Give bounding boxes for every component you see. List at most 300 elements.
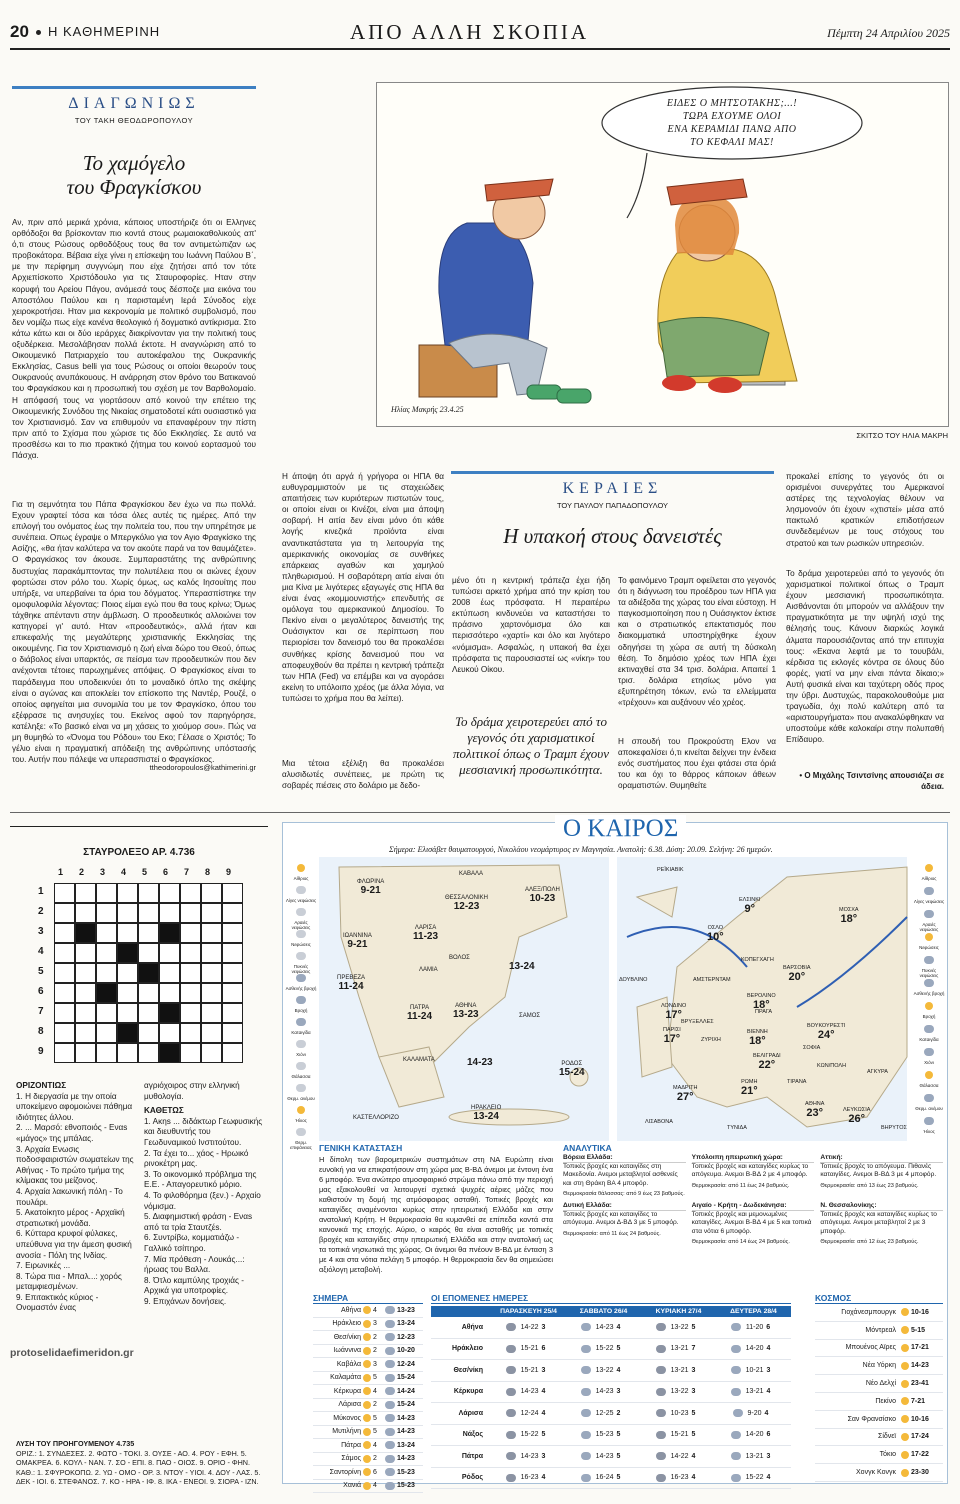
today-temp: 13-24 [397,1320,415,1328]
next-temp: 16-23 [520,1474,539,1482]
city-temp: 26° [848,1113,866,1125]
crossword-cell[interactable] [201,983,222,1003]
next-wind: 3 [541,1452,546,1460]
crossword-cell[interactable] [201,903,222,923]
crossword-cell[interactable] [159,1023,180,1043]
next-day-cell [637,1431,712,1439]
region-sea: Θερμοκρασία: από 13 έως 23 βαθμούς. [820,1182,919,1189]
city-name: ΟΣΛΟ [707,925,724,931]
legend-icon [924,1048,934,1056]
legend-icon [924,1117,934,1125]
next-wind: 4 [616,1323,621,1331]
legend-icon [296,996,306,1004]
crossword-cell[interactable] [75,1043,96,1063]
weather-icon [656,1409,666,1417]
weather-icon [385,1374,395,1382]
city-name: ΛΕΥΚΩΣΙΑ [843,1107,871,1113]
legend-item [913,1087,945,1111]
crossword-cell[interactable] [180,943,201,963]
author-email: ttheodoropoulos@kathimerini.gr [149,763,256,772]
next-wind: 3 [691,1366,696,1374]
crossword-cell[interactable] [96,1003,117,1023]
legend-label: Βροχή [294,1008,308,1013]
crossword-cell[interactable] [180,903,201,923]
crossword-cell[interactable] [222,1003,243,1023]
region-text: Τοπικές βροχές και καταιγίδες στη Μακεδονία. Ανεμοι μεταβλητοί ασθενείς και στη Θράκη ΒΑ 4 μποφόρ. [563,1163,678,1187]
crossword-cell[interactable] [138,943,159,963]
world-row [815,1446,943,1464]
crossword-cell[interactable] [117,923,138,943]
crossword-cell[interactable] [222,943,243,963]
crossword-cell[interactable] [222,963,243,983]
crossword-cell[interactable] [96,963,117,983]
vertical-clue: 5. Διαφημιστική φράση - Εναs από τα τρία Σταυτζέs. [144,1212,253,1232]
world-row [815,1429,943,1447]
europe-city [787,1079,806,1085]
europe-city [741,1079,758,1097]
city-name: ΦΛΩΡΙΝΑ [357,879,385,885]
weather-icon [581,1388,591,1396]
region-forecast [563,1154,686,1198]
next-wind: 4 [766,1345,771,1353]
today-temp: 15-23 [397,1482,415,1490]
world-city: Νέο Δελχί [865,1380,896,1388]
next-temp: 11-20 [745,1323,764,1331]
crossword-cell[interactable] [201,923,222,943]
next-temp: 13-21 [745,1388,764,1396]
today-rows [313,1304,423,1493]
legend-label: Θερμ. επιφάνειας [290,1140,312,1150]
city-name: ΒΙΕΝΝΗ [747,1029,768,1035]
weather-icon [581,1431,591,1439]
col-num-8: 8 [205,867,211,877]
today-wind: 2 [373,1455,377,1463]
keraies-col2: Το φαινόμενο Τραμπ οφείλεται στο γεγονός ότι η διάγνωση του προέδρου των ΗΠΑ για τα αδιέξοδα της χώρας του είναι εύστοχη. Η παγκοσμιοποίηση που η Ουάσιγκτον έκτισε και ο στρατιωτικός επεκτατισμός που διακομματικά υποστηρίχθηκε έχουν οδηγήσει τη χώρα σε αυτή τη δύσκολη θέση. Το δημόσιο χρέος των ΗΠΑ έχει εκτιναχθεί στα 34 τρισ. δολάρια. Απαιτεί 1 τρισ. δολάρια ετησίως μόνο για εξυπηρέτηση τόκων, ενώ τα ελλείμματα «τρέχουν» και αυξάνουν νέο χρέος. [618,576,776,708]
next-temp: 14-22 [520,1323,539,1331]
crossword-cell[interactable] [75,1003,96,1023]
europe-city [657,867,684,873]
legend-item [285,1077,317,1101]
crossword-cell[interactable] [96,1023,117,1043]
city-name: ΗΡΑΚΛΕΙΟ [471,1105,502,1111]
weather-icon [901,1397,909,1405]
next-day-cell [712,1431,787,1439]
today-temp: 13-23 [397,1306,415,1314]
next-day-cell [637,1345,712,1353]
crossword-cell[interactable] [222,903,243,923]
keraies-col3: προκαλεί επίσης το γεγονός ότι οι ορισμένοι συνεργάτες του Αμερικανοί αστέρες της τεχνολογίας θέλουν να λησμονούν ότι έχουν «χτιστεί» μέσα από πακτωλό κρατικών επιδοτήσεων συνδεδεμένων με τους στόχους του στρατού και των ρωσικών υπηρεσιών. [786,472,944,548]
next-temp: 13-21 [670,1345,689,1353]
next-temp: 14-22 [670,1452,689,1460]
speech-bubble [607,97,857,149]
next-day-cell [712,1388,787,1396]
crossword-cell[interactable] [159,943,180,963]
crossword-black-cell [117,1023,138,1043]
vertical-clue: 1. Ακηs ... διδάκτωρ Γεωφυσικής και διευθυντής του Γεωδυναμικού Ινστιτούτου. [144,1116,263,1147]
legend-icon [296,930,306,938]
world-city: Μπουένος Αϊρες [845,1344,896,1352]
crossword-cell[interactable] [138,923,159,943]
vertical-clue: 2. Τα έχει το... χάος - Ηρωικό ρινοκέτρη μας. [144,1148,249,1169]
next-day-row [431,1425,791,1447]
world-temp: 23-30 [911,1469,929,1477]
legend-item [913,880,945,904]
greece-city [519,1013,540,1019]
keraies-box [451,471,774,581]
europe-city [701,1037,721,1043]
region-name: Υπόλοιπη ηπειρωτική χώρα: [692,1154,815,1163]
speech-line-2: ΤΩΡΑ ΕΧΟΥΜΕ ΟΛΟΙ [682,111,782,122]
europe-city [645,1119,673,1125]
weather-icon [363,1428,371,1436]
world-city: Μόντρεαλ [865,1326,896,1334]
weather-icon [385,1455,395,1463]
row-num-5: 5 [38,966,44,977]
weather-icon [656,1474,666,1482]
next-wind: 4 [691,1452,696,1460]
next-day-cell [562,1345,637,1353]
world-temp: 17-21 [911,1344,929,1352]
weather-icon [901,1469,909,1477]
crossword-cell[interactable] [54,883,75,903]
today-wind: 3 [373,1320,377,1328]
today-row [313,1358,423,1372]
crossword-cell[interactable] [138,1003,159,1023]
crossword-cell[interactable] [117,963,138,983]
next-day-cell [712,1345,787,1353]
crossword-cell[interactable] [75,1023,96,1043]
today-temp: 14-23 [397,1414,415,1422]
vertical-clue: 9. Επιχάνων δονήσεις. [144,1296,227,1306]
crossword-cell[interactable] [222,923,243,943]
crossword-cell[interactable] [96,903,117,923]
world-city: Σίδνεϊ [878,1433,896,1441]
weather-icon [363,1360,371,1368]
crossword-cell[interactable] [180,883,201,903]
crossword-cell[interactable] [180,983,201,1003]
world-temp: 23-41 [911,1380,929,1388]
region-sea: Θερμοκρασία: από 12 έως 23 βαθμούς. [820,1238,919,1245]
world-city: Σαν Φρανσίσκο [847,1415,896,1423]
horizontal-clue: 8. Τώρα πια - Μπαλ...: χορός μεταμφιεσμένων. [16,1271,122,1292]
speech-line-3: ΕΝΑ ΚΕΡΑΜΙΔΙ ΠΑΝΩ ΑΠΟ [667,124,797,135]
crossword-cell[interactable] [180,923,201,943]
weather-icon [385,1333,395,1341]
city-name: ΠΡΑΓΑ [755,1009,773,1015]
crossword-black-cell [159,1043,180,1063]
weather-icon [363,1414,371,1422]
crossword-cell[interactable] [54,943,75,963]
legend-item [913,926,945,950]
city-temp: 9-21 [347,939,368,950]
today-temp: 15-24 [397,1374,415,1382]
today-temp: 14-23 [397,1428,415,1436]
crossword-cell[interactable] [138,903,159,923]
article-body-2: Για τη σεμνότητα του Πάπα Φραγκίσκου δεν έχω να πω πολλά. Εχουν γραφτεί τόσα και τόσα όλες αυτές τις ημέρες. Από την επιλογή του ονόματος έως την πολιτεία του, που την υπηρέτησε με συνέπεια. Οπως έγραψε ο Μπεργκόλιο για τον Αγιο Φραγκίσκο της Ασίζης, «θα ήταν καλύτερα να τον ακούτε παρά να τον θαυμάζετε». Ο Φραγκίσκος τον άκουσε. Συμπαραστάτης της ανθρώπινης δυστυχίας παρακάμπτοντας την πολυτέλεια που οι αιώνες έχουν φορτώσει στον ρόλο του. Χωρίς όμως, ως καλός Ιησουίτης που υπήρξε, να υπερβαίνει τα όρια του δόγματος. Υπερασπίστηκε την ομοφυλοφιλία λέγοντας: Ποιος είμαι εγώ που θα τους κρίνω; Όμως τάχθηκε απένταντι στην άμβλωση. Ο προοδευτικός αλλοιώνει τον κατηγορεί γι' αυτό. Ηταν «προοδευτικός», αλλά ήταν και επικεφαλής της μεγαλύτερης χριστιανικής Εκκλησίας της οικουμένης. Για τον Χριστιανισμό η ζωή είναι δώρο του Θεού, όπως ο διάβολος είναι υπαρκτός, σε πείσμα των προοδευτικών που δεν ανέχονται τέτοιες παρωχημένες απόψεις. Ο Φραγκίσκος είναι το παράδειγμα που υποδεικνύει ότι το μοναδικό όπλο της σκέψης είναι ο αγώνας και αποκλείει τον επίσκοπο της Ναντέρ, Ρουζέ, ο οποίος αφηγείται μια συνομιλία του με τον Φραγκίσκο, όπου του εξέφρασε τις ανησυχίες του. Εκείνος αφού τον παρηγόρησε, κατέληξε: «Το βασικό είναι να μη χάσεις το χιούμορ σου». Πώς να μη θυμηθώ το «Όνομα του Ρόδου» του Εκο; Γέλασε ο Χριστός; Το γέλιο είναι η πραγματική απόδειξη της ανθρώπινης υπόστασής του. Αυτήν που πάλεψε να υπερασπιστεί ο Φραγκίσκος. [12,500,256,765]
crossword-cell[interactable] [54,963,75,983]
weather-icon [385,1414,395,1422]
next-temp: 15-22 [745,1474,764,1482]
crossword-cell[interactable] [117,883,138,903]
legend-icon [296,952,306,960]
greece-city [453,1003,479,1020]
weather-icon [581,1323,591,1331]
crossword-cell[interactable] [75,943,96,963]
col-num-9: 9 [226,867,232,877]
cartoon-signature: Ηλίας Μακρής 23.4.25 [391,405,464,414]
header-spacer [431,1306,491,1317]
crossword-cell[interactable] [96,1043,117,1063]
today-city: Μύκονος [333,1414,361,1422]
city-name: ΤΙΡΑΝΑ [787,1079,807,1085]
weather-icon [731,1474,741,1482]
region-sea: Θερμοκρασία θάλασσας: από 9 έως 23 βαθμούς. [563,1190,685,1197]
weather-icon [363,1374,371,1382]
next-day-cell [637,1388,712,1396]
city-temp: 13-24 [473,1111,499,1122]
crossword-cell[interactable] [222,1023,243,1043]
europe-city [673,1085,697,1103]
weather-icon [901,1415,909,1423]
crossword-cell[interactable] [180,1043,201,1063]
greece-city [445,895,488,912]
crossword-cell[interactable] [201,1043,222,1063]
world-city: Γιοχάνεσμπουργκ [841,1308,896,1316]
next-day-row [431,1403,791,1425]
crossword-cell[interactable] [159,963,180,983]
next-temp: 14-23 [595,1323,614,1331]
mid-article-text-2: Μια τέτοια εξέλιξη θα προκαλέσει αλυσιδωτές συνέπειες, με πρώτη τις σοβαρές πιέσεις στο δολάριο με δεδο- [282,759,444,791]
weather-section [282,815,948,1490]
next-wind: 5 [616,1345,621,1353]
next-day-cell [487,1452,562,1460]
crossword-cell[interactable] [117,1043,138,1063]
horizontal-clue: 2. ... Μαρσό: εθνοποιός - Εναs «μάγος» της μπάλας. [16,1123,128,1143]
crossword-cell[interactable] [201,1003,222,1023]
crossword-grid[interactable] [54,883,243,1063]
vertical-clue: 7. Μία πρόθεση - Λουκάς...: ήρωας του Βαλλα. [144,1254,245,1275]
crossword-cell[interactable] [117,903,138,923]
legend-label: Θάλασσα [291,1074,311,1079]
crossword-cell[interactable] [138,1043,159,1063]
today-city: Ηράκλειο [332,1320,361,1328]
crossword-cell[interactable] [54,1023,75,1043]
crossword-cell[interactable] [96,943,117,963]
city-name: ΒΟΛΟΣ [449,955,470,961]
today-wind: 4 [373,1306,377,1314]
legend-label: Βροχή [922,1014,936,1019]
legend-label: Ασθενής βροχή [913,991,945,996]
crossword-cell[interactable] [75,963,96,983]
weather-icon [385,1441,395,1449]
legend-item [913,1110,945,1134]
crossword-cell[interactable] [138,883,159,903]
issue-date: Πέμπτη 24 Απριλίου 2025 [827,26,950,40]
crossword-cell[interactable] [117,983,138,1003]
crossword-cell[interactable] [159,903,180,923]
greece-city [357,879,384,896]
greece-map [319,857,609,1141]
region-sea: Θερμοκρασία: από 11 έως 24 βαθμούς. [563,1230,661,1237]
legend-label: Λίγες νεφώσεις [913,899,945,904]
crossword-cell[interactable] [180,963,201,983]
next-wind: 4 [764,1409,769,1417]
crossword-solution [16,1439,266,1487]
city-name: ΒΡΥΞΕΛΛΕΣ [681,1019,714,1025]
crossword-cell[interactable] [138,983,159,1003]
next-wind: 4 [541,1474,546,1482]
next-day-cell [487,1388,562,1396]
analytic-title: ΑΝΑΛΥΤΙΚΑ [563,1143,612,1153]
next-temp: 15-21 [670,1431,689,1439]
legend-icon [924,979,934,987]
crossword-cell[interactable] [159,983,180,1003]
horizontal-clue: 3. Αρχαία Ενωσις ποδοσφαιριστών σωματείων της Αθήνας - Το πρώτο τμήμα της κλίμακας του μείζονος. [16,1144,134,1186]
world-rows [815,1304,943,1482]
city-name: ΛΑΡΙΣΑ [414,925,437,931]
today-city: Καλαμάτα [330,1374,361,1382]
crossword-cell[interactable] [180,1003,201,1023]
region-forecast [563,1202,686,1246]
column-top-bar [12,86,256,89]
next-wind: 3 [616,1388,621,1396]
horizontal-clue: 4. Αρχαία λακωνική πόλη - Το πουλάρι. [16,1186,123,1207]
cartoon-frame [376,82,949,427]
crossword-cell[interactable] [222,983,243,1003]
crossword-cell[interactable] [54,1043,75,1063]
crossword-cell[interactable] [138,1023,159,1043]
legend-icon [297,1106,305,1114]
next-city: Λάρισα [458,1409,483,1417]
crossword-cell[interactable] [75,883,96,903]
crossword-black-cell [138,963,159,983]
legend-icon [924,1025,934,1033]
city-name: ΛΙΣΑΒΟΝΑ [645,1119,673,1125]
crossword-black-cell [75,923,96,943]
europe-city [817,1063,846,1069]
europe-city [753,1053,781,1071]
legend-label: Αραιές νεφώσεις [919,922,939,932]
weather-icon [506,1345,516,1353]
next-temp: 15-23 [595,1431,614,1439]
crossword-cell[interactable] [75,983,96,1003]
city-temp: 21° [741,1085,758,1097]
crossword-cell[interactable] [222,1043,243,1063]
weather-icon [385,1360,395,1368]
next-wind: 3 [691,1388,696,1396]
next-wind: 5 [616,1452,621,1460]
weather-icon [363,1333,371,1341]
legend-icon [296,886,306,894]
region-forecast [692,1202,815,1246]
greece-city-labels [319,857,609,1141]
next-day-cell [487,1409,562,1417]
next-wind: 6 [541,1345,546,1353]
crossword-cell[interactable] [180,1023,201,1043]
crossword-cell[interactable] [159,883,180,903]
crossword-cell[interactable] [117,1003,138,1023]
col-num-6: 6 [163,867,169,877]
city-name: ΤΥΝΙΔΑ [727,1125,747,1131]
city-name: ΣΟΦΙΑ [803,1045,821,1051]
weather-icon [385,1347,395,1355]
weather-icon [656,1366,666,1374]
next-day-cell [712,1409,787,1417]
vertical-title: ΚΑΘΕΤΩΣ [144,1106,184,1116]
next-day-cell [637,1366,712,1374]
crossword-cell[interactable] [75,903,96,923]
today-row [313,1426,423,1440]
article-title-line1: Το χαμόγελο [82,151,186,175]
legend-icon [925,933,933,941]
crossword-cell[interactable] [96,923,117,943]
legend-icon [296,1040,306,1048]
legend-icon [924,910,934,918]
next-day-cell [712,1474,787,1482]
weather-icon [656,1452,666,1460]
crossword-cell[interactable] [222,883,243,903]
crossword-cell[interactable] [96,883,117,903]
today-table [313,1293,423,1493]
article-title-line2: του Φραγκίσκου [66,175,202,199]
weather-icon [363,1320,371,1328]
legend-item [913,995,945,1019]
cartoon-caption: ΣΚΙΤΣΟ ΤΟΥ ΗΛΙΑ ΜΑΚΡΗ [856,431,948,440]
crossword-cell[interactable] [201,1023,222,1043]
city-temp: 11-24 [407,1011,433,1022]
crossword-cell[interactable] [54,983,75,1003]
weather-icon [581,1474,591,1482]
weather-icon [385,1320,395,1328]
next-temp: 14-23 [520,1388,539,1396]
crossword-cell[interactable] [54,903,75,923]
greece-city [403,1057,435,1063]
crossword-cell[interactable] [201,883,222,903]
column-author: ΤΟΥ ΤΑΚΗ ΘΕΟΔΩΡΟΠΟΥΛΟΥ [74,116,194,125]
europe-city [843,1107,870,1125]
world-temp: 14-23 [911,1362,929,1370]
solution-title: ΛΥΣΗ ΤΟΥ ΠΡΟΗΓΟΥΜΕΝΟΥ 4.735 [16,1439,135,1448]
weather-icon [506,1431,516,1439]
horizontal-title: ΟΡΙΖΟΝΤΙΩΣ [16,1081,67,1090]
city-temp: 27° [676,1091,694,1103]
weather-icon [581,1409,591,1417]
legend-label: Πυκνές νεφώσεις [919,968,939,978]
today-wind: 5 [373,1414,377,1422]
world-city: Πεκίνο [875,1397,896,1405]
crossword-cell[interactable] [54,1003,75,1023]
crossword-cell[interactable] [201,963,222,983]
col-num-3: 3 [100,867,106,877]
greece-city [525,887,560,904]
today-wind: 2 [373,1347,377,1355]
city-temp: 24° [817,1029,835,1041]
crossword-cell[interactable] [201,943,222,963]
next-wind: 5 [691,1409,696,1417]
next-day-cell [712,1452,787,1460]
legend-label: Θερμ. ανέμου [915,1106,943,1111]
today-wind: 4 [373,1482,377,1490]
region-name: Αττική: [820,1154,943,1163]
today-row [313,1480,423,1494]
world-row [815,1322,943,1340]
city-temp: 9° [744,903,755,915]
vertical-clue: 6. Συντρίβω, κομματιάζω - Γαλλικό τσίπηρο. [144,1233,240,1253]
crossword-cell[interactable] [54,923,75,943]
today-temp: 14-23 [397,1455,415,1463]
city-temp: 18° [753,999,770,1011]
greece-city [413,925,438,942]
